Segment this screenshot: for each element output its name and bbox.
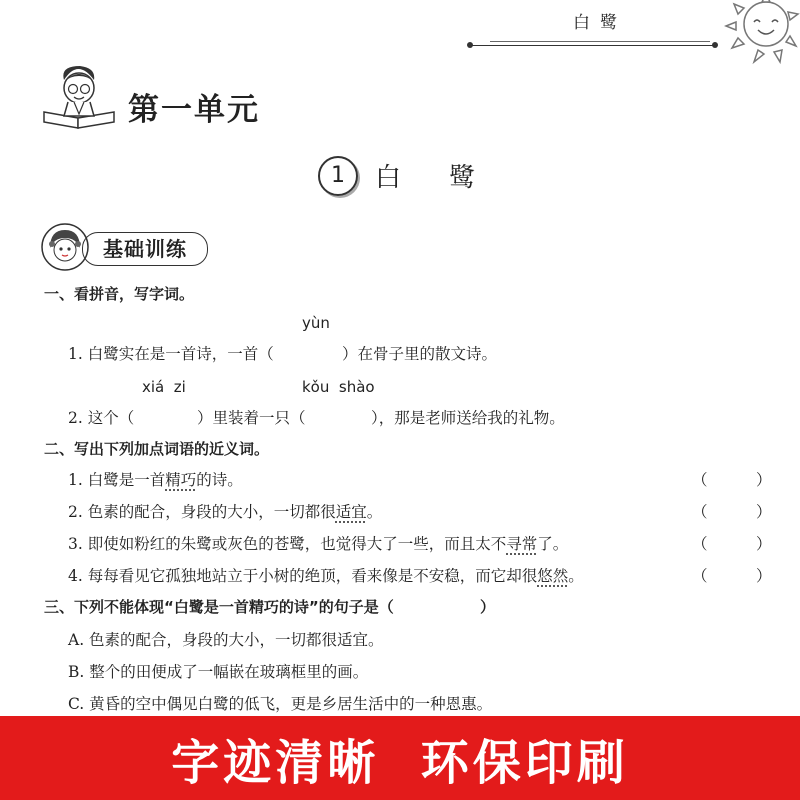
header-rule (470, 45, 715, 46)
q3-heading-close: ） (480, 598, 496, 616)
q2-heading: 二、写出下列加点词语的近义词。 (44, 440, 270, 458)
running-header-title: 白鹭 (573, 13, 627, 33)
lesson-title: 白鹭 (375, 163, 524, 193)
dotted-word-4: 悠然 (537, 567, 569, 585)
header-rule-thin (490, 41, 710, 42)
answer-paren-right-2: ） (756, 503, 772, 521)
q3-option-c: C. 黄昏的空中偶见白鹭的低飞，更是乡居生活中的一种恩惠。 (68, 695, 493, 713)
dotted-word-1: 精巧 (165, 471, 197, 489)
q1-line2-part-c: ），那是老师送给我的礼物。 (371, 409, 565, 427)
answer-paren-right-1: ） (756, 471, 772, 489)
answer-paren-left-4: （ (692, 567, 708, 585)
section-label-basic-training: 基础训练 (82, 232, 208, 266)
header-rule-dot-right (712, 42, 718, 48)
sun-icon (724, 0, 800, 68)
promo-banner-text: 字迹清晰 环保印刷 (171, 735, 629, 791)
answer-paren-left-3: （ (692, 535, 708, 553)
answer-paren-left-1: （ (692, 471, 708, 489)
reading-boy-icon (38, 62, 124, 134)
q2-item-3: 3. 即使如粉红的朱鹭或灰色的苍鹭，也觉得大了一些，而且太不寻常了。 (68, 535, 569, 553)
q3-option-a: A. 色素的配合，身段的大小，一切都很适宜。 (68, 631, 384, 649)
q2-item-1: 1. 白鹭是一首精巧的诗。 (68, 471, 243, 489)
header-rule-dot-left (467, 42, 473, 48)
q3-heading: 三、下列不能体现“白鹭是一首精巧的诗”的句子是（ (44, 598, 394, 616)
q1-heading: 一、看拼音，写字词。 (44, 285, 195, 303)
q2-item-4: 4. 每每看见它孤独地站立于小树的绝顶，看来像是不安稳，而它却很悠然。 (68, 567, 584, 585)
q1-line2-part-a: 2. 这个（ (68, 409, 135, 427)
q1-line2-part-b: ）里装着一只（ (197, 409, 306, 427)
q1-line1-part-b: ）在骨子里的散文诗。 (342, 345, 498, 363)
q2-item-2: 2. 色素的配合，身段的大小，一切都很适宜。 (68, 503, 383, 521)
q1-pinyin-1: yùn (302, 314, 330, 332)
lesson-number-badge: 1 (318, 156, 358, 196)
answer-paren-left-2: （ (692, 503, 708, 521)
answer-paren-right-4: ） (756, 567, 772, 585)
answer-paren-right-3: ） (756, 535, 772, 553)
q1-line1-part-a: 1. 白鹭实在是一首诗，一首（ (68, 345, 274, 363)
q1-pinyin-2b: kǒu shào (302, 378, 375, 396)
q1-pinyin-2a: xiá zi (142, 378, 186, 396)
dotted-word-2: 适宜 (335, 503, 367, 521)
q3-option-b: B. 整个的田便成了一幅嵌在玻璃框里的画。 (68, 663, 369, 681)
dotted-word-3: 寻常 (506, 535, 538, 553)
unit-title: 第一单元 (128, 92, 260, 128)
